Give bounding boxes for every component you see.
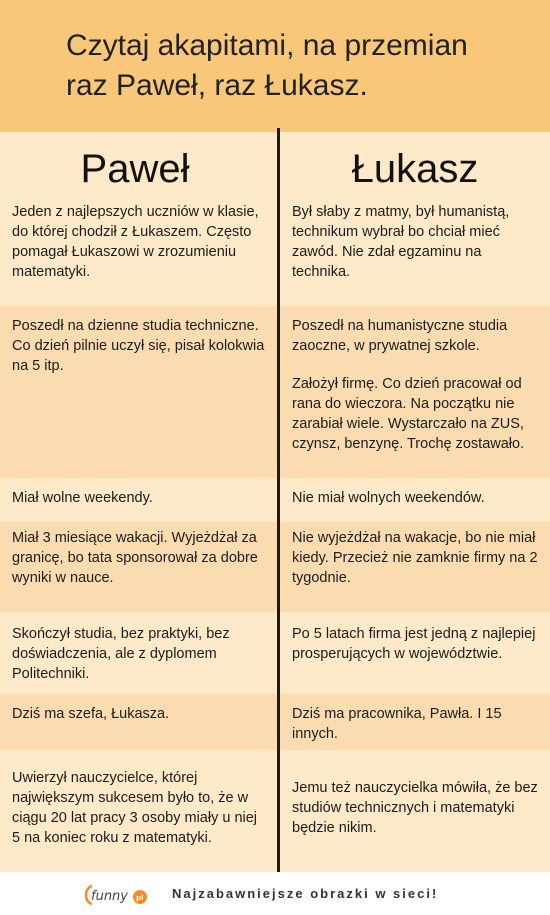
footer-tagline: Najzabawniejsze obrazki w sieci! [172, 886, 439, 901]
row-1-left-text: Jeden z najlepszych uczniów w klasie, do której chodził z Łukaszem. Często pomagał Łukaszowi w zrozumieniu matematyki. [12, 204, 259, 280]
row-6-left-text: Dziś ma szefa, Łukasza. [12, 706, 170, 722]
page-title [66, 26, 536, 106]
row-2-left-text: Poszedł na dzienne studia techniczne. Co dzień pilnie uczył się, pisał kolokwia na 5 itp. [12, 318, 265, 374]
column-header-pawel: Paweł [80, 147, 190, 191]
row-7-right-text: Jemu też nauczycielka mówiła, że bez studiów technicznych i matematyki będzie nikim. [292, 780, 538, 836]
row-1-right-text: Był słaby z matmy, był humanistą, technikum wybrał bo chciał mieć zawód. Nie zdał egzaminu na technika. [292, 204, 510, 280]
row-4-right-text: Nie wyjeżdżał na wakacje, bo nie miał kiedy. Przecież nie zamknie firmy na 2 tygodnie. [292, 530, 538, 586]
funny-logo[interactable] [82, 880, 154, 910]
row-6-right-text: Dziś ma pracownika, Pawła. I 15 innych. [292, 706, 502, 742]
column-divider [277, 128, 280, 872]
row-3-right-text: Nie miał wolnych weekendów. [292, 490, 485, 506]
row-5-right-text: Po 5 latach firma jest jedną z najlepiej prosperujących w województwie. [292, 626, 536, 662]
column-header-lukasz: Łukasz [351, 147, 479, 191]
logo-suffix: pl [136, 894, 144, 902]
row-2-right-text: Poszedł na humanistyczne studia zaoczne, w prywatnej szkole. [292, 318, 508, 354]
row-2-right-text-2: Założył firmę. Co dzień pracował od rana do wieczora. Na początku nie zarabiał wiele. Wystarczało na ZUS, czynsz, benzynę. Trochę zostawało. [292, 376, 525, 452]
logo-text: funny [91, 889, 128, 904]
row-3-left-text: Miał wolne weekendy. [12, 490, 153, 506]
row-7-left-text: Uwierzył nauczycielce, której największym sukcesem było to, że w ciągu 20 lat pracy 3 osoby miały u niej 5 na koniec roku z matematyki. [12, 770, 258, 846]
row-4-left-text: Miał 3 miesiące wakacji. Wyjeżdżał za granicę, bo tata sponsorował za dobre wyniki w nauce. [12, 530, 258, 586]
title-line-1: Czytaj akapitami, na przemian [66, 29, 468, 62]
row-5-left-text: Skończył studia, bez praktyki, bez doświadczenia, ale z dyplomem Politechniki. [12, 626, 230, 682]
title-line-2: raz Paweł, raz Łukasz. [66, 69, 368, 102]
